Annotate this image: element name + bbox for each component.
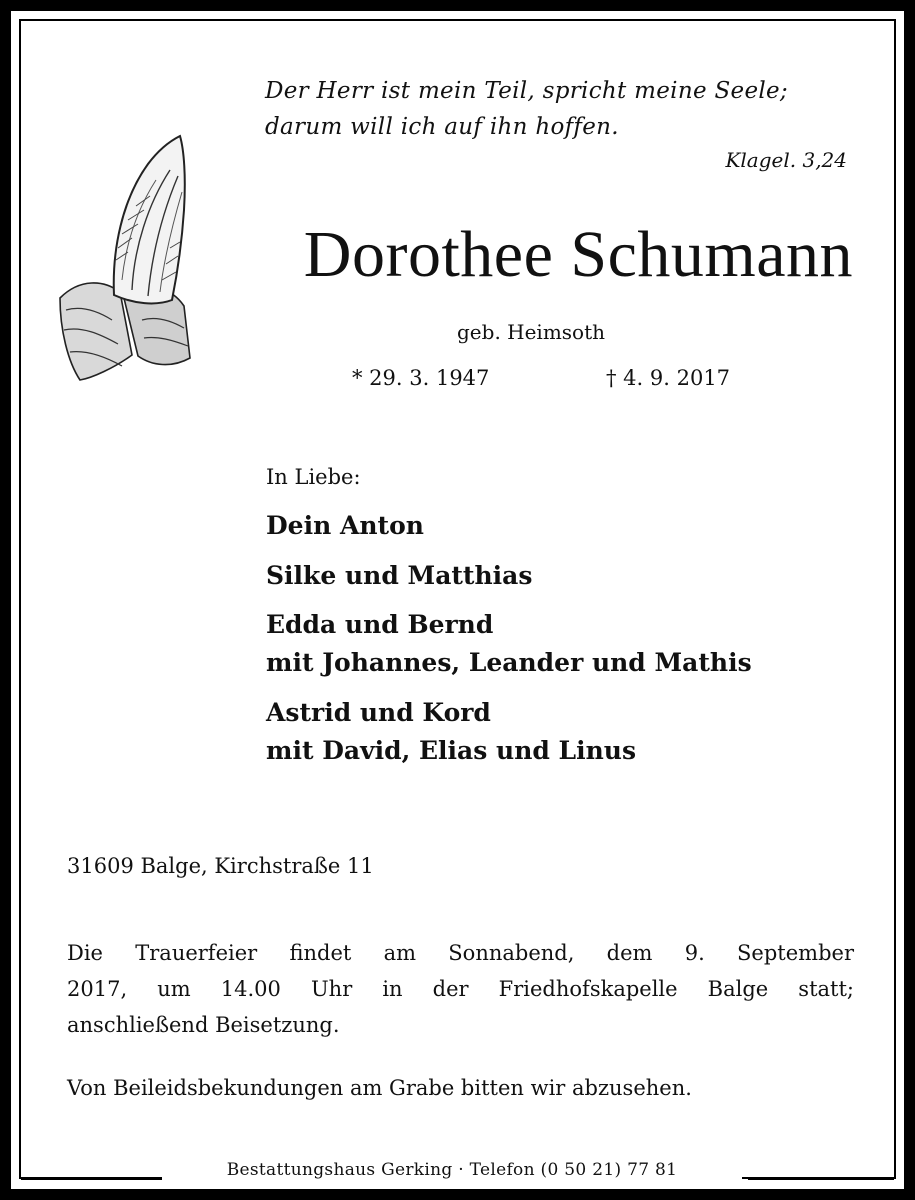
verse-line-1: Der Herr ist mein Teil, spricht meine Seele; (265, 78, 788, 104)
birth-name: geb. Heimsoth (457, 320, 606, 344)
funeral-notice (67, 935, 854, 1043)
mourner-group (266, 557, 532, 595)
praying-hands-icon (52, 130, 202, 385)
death-date: † 4. 9. 2017 (606, 366, 731, 390)
funeral-line-2: 2017, um 14.00 Uhr in der Friedhofskapelle Balge statt; (67, 977, 854, 1001)
mourner-line: Dein Anton (266, 511, 424, 540)
funeral-line-3: anschließend Beisetzung. (67, 1013, 340, 1037)
verse-line-2: darum will ich auf ihn hoffen. (265, 114, 619, 140)
mourner-group (266, 694, 636, 770)
mourner-line: mit David, Elias und Linus (266, 736, 637, 765)
mourner-line: Edda und Bernd (266, 610, 494, 639)
family-address: 31609 Balge, Kirchstraße 11 (67, 854, 374, 878)
footer-rule-left (21, 1177, 165, 1180)
bible-verse (265, 73, 855, 145)
deceased-name: Dorothee Schumann (303, 218, 853, 291)
mourner-line: Astrid und Kord (266, 698, 491, 727)
mourner-line: Silke und Matthias (266, 561, 533, 590)
birth-date: * 29. 3. 1947 (352, 366, 490, 390)
mourner-line: mit Johannes, Leander und Mathis (266, 648, 752, 677)
mourner-group (266, 606, 752, 682)
verse-reference: Klagel. 3,24 (725, 148, 847, 172)
mourner-group (266, 507, 424, 545)
condolences-note: Von Beileidsbekundungen am Grabe bitten wir abzusehen. (67, 1076, 692, 1100)
mourners-intro: In Liebe: (266, 465, 361, 489)
funeral-line-1: Die Trauerfeier findet am Sonnabend, dem 9. September (67, 941, 854, 965)
funeral-home-footer: Bestattungshaus Gerking · Telefon (0 50 21) 77 81 (162, 1160, 742, 1180)
footer-rule-right (748, 1177, 894, 1180)
